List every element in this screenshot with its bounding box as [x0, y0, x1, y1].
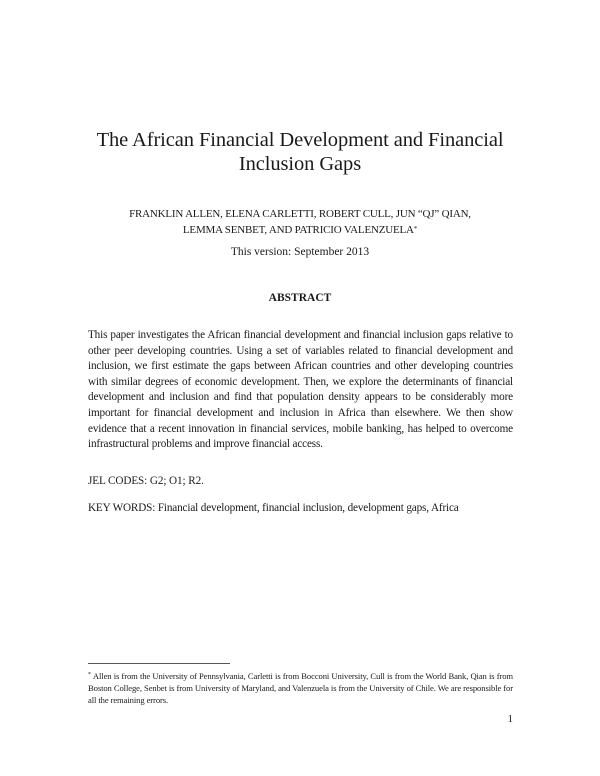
- author-list-line-1: FRANKLIN ALLEN, ELENA CARLETTI, ROBERT CULL, JUN “QJ” QIAN,: [129, 208, 471, 220]
- jel-codes: JEL CODES: G2; O1; R2.: [88, 475, 204, 487]
- author-names-line-2: LEMMA SENBET, AND PATRICIO VALENZUELA: [182, 223, 414, 236]
- paper-title: [60, 128, 540, 176]
- paper-title-line-1: The African Financial Development and Financial: [96, 129, 504, 151]
- paper-title-line-2: Inclusion Gaps: [238, 153, 362, 175]
- footnote: [88, 670, 513, 707]
- author-list-line-2: [60, 223, 540, 239]
- abstract-heading: ABSTRACT: [268, 292, 332, 304]
- version-date: This version: September 2013: [230, 246, 370, 258]
- keywords: KEY WORDS: Financial development, financial inclusion, development gaps, Africa: [88, 502, 459, 514]
- footnote-divider: [88, 663, 230, 664]
- footnote-marker: *: [88, 672, 91, 678]
- author-footnote-marker: *: [413, 224, 418, 233]
- footnote-text: Allen is from the University of Pennsylvania, Carletti is from Bocconi University, Cull is from the World Bank, Qian is from Boston College, Senbet is from University of Maryland, and Valenzuela is from the University of Chile. We are responsible for all the remaining errors.: [88, 671, 513, 706]
- author-list: [60, 207, 540, 238]
- abstract-text: This paper investigates the African financial development and financial inclusion gaps relative to other peer developing countries. Using a set of variables related to financial development and inclusion, we first estimate the gaps between African countries and other developing countries with similar degrees of economic development. Then, we explore the determinants of financial development and inclusion and find that population density appears to be considerably more important for financial development and inclusion in Africa than elsewhere. We then show evidence that a recent innovation in financial services, mobile banking, has helped to overcome infrastructural problems and improve financial access.: [88, 329, 513, 451]
- page-number: 1: [507, 713, 513, 725]
